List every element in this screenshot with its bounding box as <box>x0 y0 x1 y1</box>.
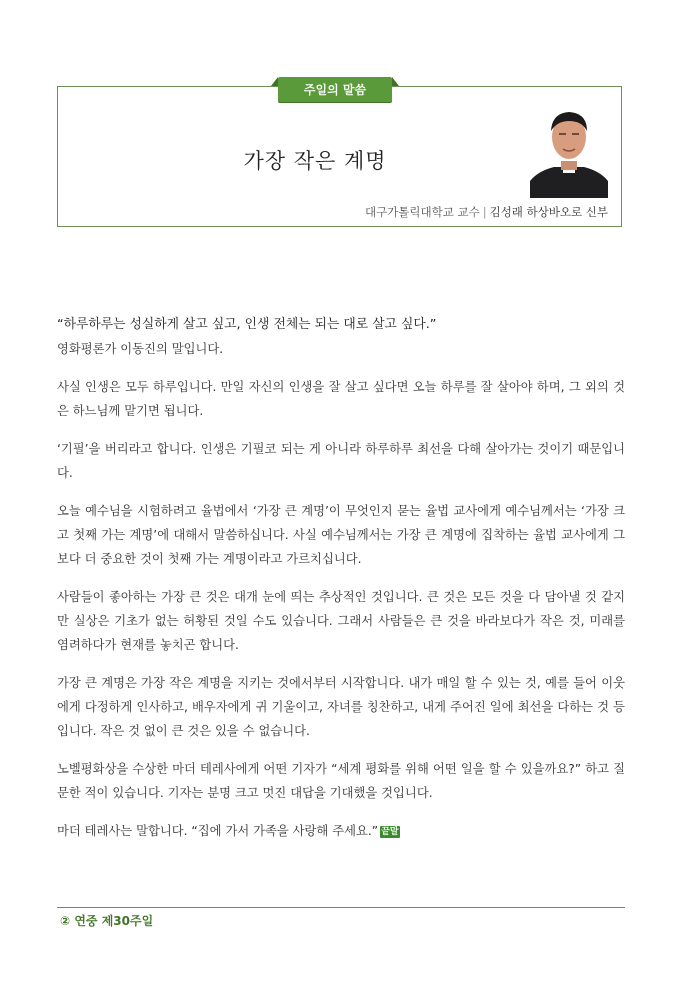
opening-quote: “하루하루는 성실하게 살고 싶고, 인생 전체는 되는 대로 살고 싶다.” <box>57 317 437 332</box>
section-tab: 주일의 말씀 <box>278 77 392 102</box>
byline <box>365 204 608 220</box>
paragraph-7: 노벨평화상을 수상한 마더 테레사에게 어떤 기자가 “세계 평화를 위해 어떤 일을 할 수 있을까요?” 하고 질문한 적이 있습니다. 기자는 분명 크고 멋진 대답을 기대했을 것입니다. <box>57 762 625 800</box>
author-portrait <box>530 101 608 198</box>
title-text: 가장 작은 계명 <box>243 149 387 173</box>
paragraph-1: 영화평론가 이동진의 말입니다. <box>57 342 224 356</box>
article-body <box>57 313 625 857</box>
closing-quote: 마더 테레사는 말합니다. “집에 가서 가족을 사랑해 주세요.” <box>57 824 379 838</box>
footer-label: ② 연중 제30주일 <box>60 914 154 928</box>
byline-separator: | <box>482 205 487 219</box>
paragraph-4: 오늘 예수님을 시험하려고 율법에서 ‘가장 큰 계명’이 무엇인지 묻는 율법 교사에게 예수님께서는 ‘가장 크고 첫째 가는 계명’에 대해서 말씀하십니다. 사실 예수님께서는 가장 큰 계명에 집착하는 율법 교사에게 그보다 더 중요한 것이 첫째 가는 계명이라고 가르치십니다. <box>57 504 625 566</box>
footer-divider <box>57 907 625 908</box>
author-affiliation: 대구가톨릭대학교 교수 <box>364 205 480 219</box>
author-name: 김성래 하상바오로 신부 <box>489 205 608 219</box>
paragraph-2: 사실 인생은 모두 하루입니다. 만일 자신의 인생을 잘 살고 싶다면 오늘 하루를 잘 살아야 하며, 그 외의 것은 하느님께 맡기면 됩니다. <box>57 380 625 418</box>
paragraph-5: 사람들이 좋아하는 가장 큰 것은 대개 눈에 띄는 추상적인 것입니다. 큰 것은 모든 것을 다 담아낼 것 같지만 실상은 기초가 없는 허황된 것일 수도 있습니다. 그래서 사람들은 큰 것을 바라보다가 작은 것, 미래를 염려하다가 현재를 놓치곤 합니다. <box>57 590 625 652</box>
end-mark: 끝말 <box>381 827 399 837</box>
paragraph-8 <box>57 819 625 843</box>
paragraph-6: 가장 큰 계명은 가장 작은 계명을 지키는 것에서부터 시작합니다. 내가 매일 할 수 있는 것, 예를 들어 이웃에게 다정하게 인사하고, 배우자에게 귀 기울이고, 자녀를 칭찬하고, 내게 주어진 일에 최선을 다하는 것 등입니다. 작은 것 없이 큰 것은 있을 수 없습니다. <box>57 676 625 738</box>
paragraph-3: ‘기필’을 버리라고 합니다. 인생은 기필코 되는 게 아니라 하루하루 최선을 다해 살아가는 것이기 때문입니다. <box>57 442 625 480</box>
